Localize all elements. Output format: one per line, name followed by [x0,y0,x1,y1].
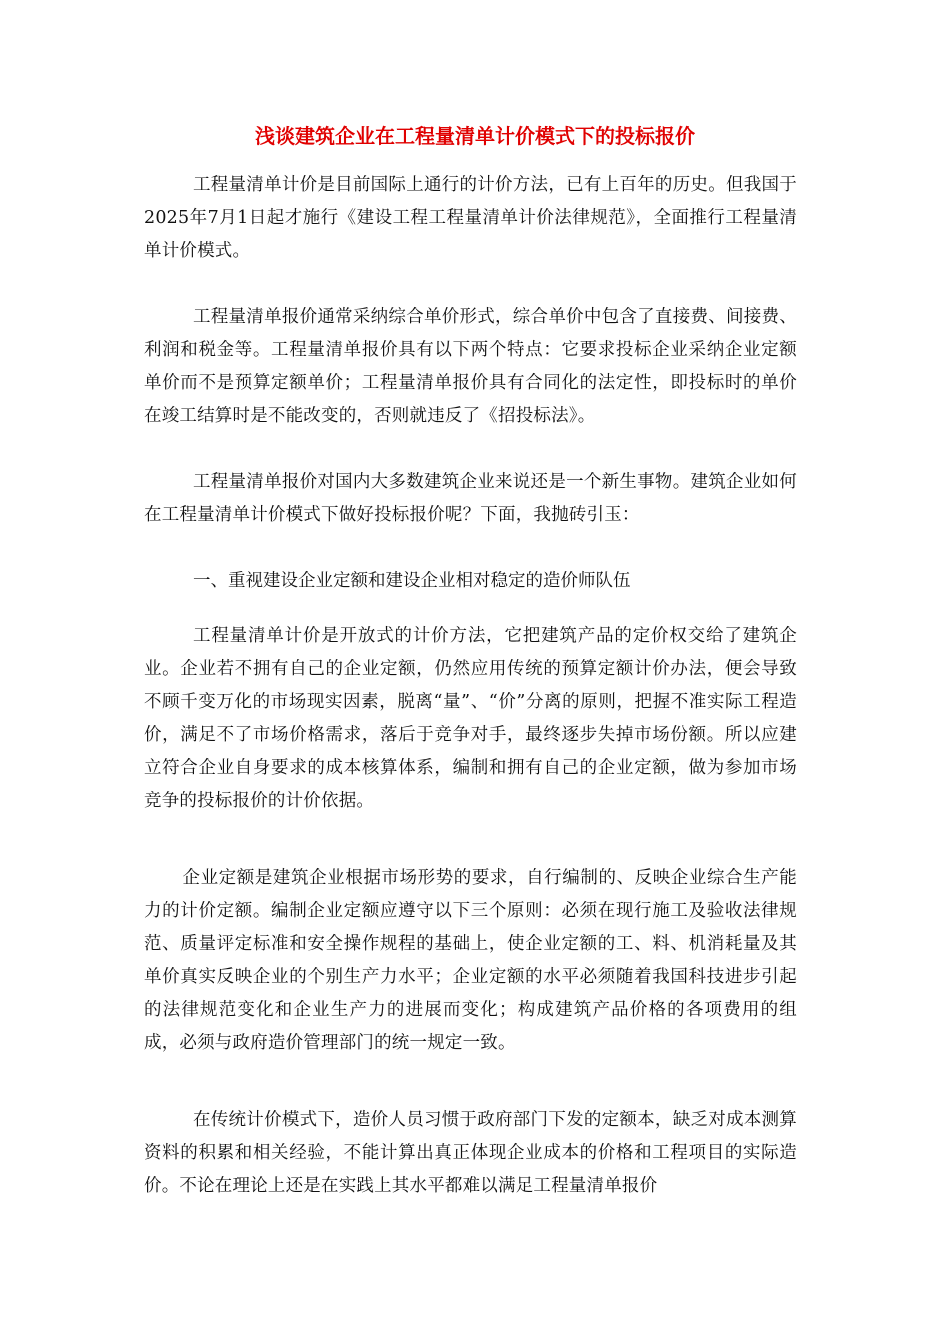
document-title: 浅谈建筑企业在工程量清单计价模式下的投标报价 [255,124,695,148]
paragraph-transition: 工程量清单报价对国内大多数建筑企业来说还是一个新生事物。建筑企业如何在工程量清单计价模式下做好投标报价呢？下面，我抛砖引玉： [144,472,797,525]
section-heading-1: 一、重视建设企业定额和建设企业相对稳定的造价师队伍 [193,571,631,591]
paragraph-traditional-mode: 在传统计价模式下，造价人员习惯于政府部门下发的定额本，缺乏对成本测算资料的积累和相关经验，不能计算出真正体现企业成本的价格和工程项目的实际造价。不论在理论上还是在实践上其水平都难以满足工程量清单报价 [144,1110,797,1196]
paragraph-enterprise-quota: 企业定额是建筑企业根据市场形势的要求，自行编制的、反映企业综合生产能力的计价定额。编制企业定额应遵守以下三个原则：必须在现行施工及验收法律规范、质量评定标准和安全操作规程的基础上，使企业定额的工、料、机消耗量及其单价真实反映企业的个别生产力水平；企业定额的水平必须随着我国科技进步引起的法律规范变化和企业生产力的进展而变化；构成建筑产品价格的各项费用的组成，必须与政府造价管理部门的统一规定一致。 [144,868,797,1053]
paragraph-open-pricing: 工程量清单计价是开放式的计价方法，它把建筑产品的定价权交给了建筑企业。企业若不拥有自己的企业定额，仍然应用传统的预算定额计价办法，便会导致不顾千变万化的市场现实因素，脱离“量”、“价”分离的原则，把握不准实际工程造价，满足不了市场价格需求，落后于竞争对手，最终逐步失掉市场份额。所以应建立符合企业自身要求的成本核算体系，编制和拥有自己的企业定额，做为参加市场竞争的投标报价的计价依据。 [144,626,797,811]
paragraph-features: 工程量清单报价通常采纳综合单价形式，综合单价中包含了直接费、间接费、利润和税金等。工程量清单报价具有以下两个特点：它要求投标企业采纳企业定额单价而不是预算定额单价；工程量清单报价具有合同化的法定性，即投标时的单价在竣工结算时是不能改变的，否则就违反了《招投标法》。 [144,307,797,426]
paragraph-intro: 工程量清单计价是目前国际上通行的计价方法，已有上百年的历史。但我国于2025年7月1日起才施行《建设工程工程量清单计价法律规范》，全面推行工程量清单计价模式。 [144,175,797,261]
